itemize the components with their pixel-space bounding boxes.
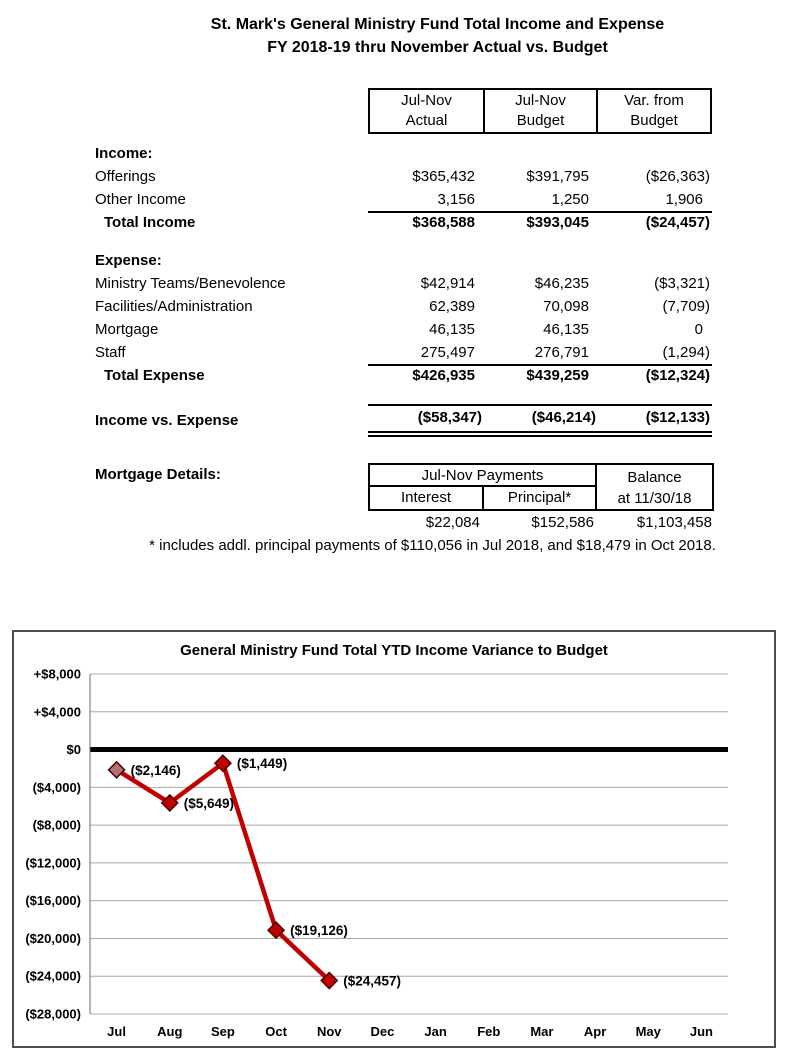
y-axis-tick-label: ($28,000) (25, 1006, 81, 1022)
x-axis-tick-label: Nov (316, 1024, 342, 1039)
value-cell: $391,795 (526, 168, 589, 185)
value-cell: 46,135 (543, 321, 589, 338)
row-values (368, 142, 712, 165)
mortgage-values-row (368, 511, 715, 534)
column-header-variance: Var. from Budget (596, 90, 710, 132)
x-axis-tick-label: Aug (157, 1024, 183, 1039)
x-axis-tick-label: Sep (210, 1024, 235, 1039)
value-cell: ($46,214) (531, 409, 596, 426)
value-cell: (7,709) (662, 298, 710, 315)
x-axis-tick-label: Jan (424, 1024, 447, 1039)
x-axis-tick-label: Oct (265, 1024, 287, 1039)
principal-footnote: * includes addl. principal payments of $110,056 in Jul 2018, and $18,479 in Oct 2018. (149, 537, 716, 554)
value-cell: $426,935 (412, 367, 475, 384)
row-label: Total Income (104, 214, 196, 231)
table-row (95, 188, 715, 211)
mortgage-payments-header: Jul-Nov Payments (370, 465, 595, 487)
y-axis-tick-label: ($16,000) (25, 893, 81, 909)
value-cell: (1,294) (662, 344, 710, 361)
value-cell: ($12,324) (645, 367, 710, 384)
table-row (95, 295, 715, 318)
value-cell: 46,135 (429, 321, 475, 338)
row-values (368, 272, 712, 295)
chart-plot-area (14, 632, 774, 1046)
row-label: Income vs. Expense (95, 412, 239, 429)
row-values (368, 249, 712, 272)
mortgage-table (368, 463, 715, 534)
mortgage-details-section (95, 463, 715, 534)
table-header (368, 88, 712, 134)
row-label: Mortgage (95, 321, 159, 338)
row-values (368, 341, 712, 366)
y-axis-tick-label: ($4,000) (32, 779, 81, 795)
row-label: Facilities/Administration (95, 298, 253, 315)
report-title (75, 13, 800, 59)
value-cell: 0 (694, 321, 703, 338)
x-axis-tick-label: Feb (477, 1024, 501, 1039)
row-values (368, 165, 712, 188)
row-values (368, 211, 712, 234)
mortgage-interest-header: Interest (400, 489, 452, 506)
table-row (95, 272, 715, 295)
y-axis-tick-label: +$8,000 (33, 666, 81, 682)
row-label: Staff (95, 344, 126, 361)
row-label: Income: (95, 145, 153, 162)
mortgage-balance-header: Balance at 11/30/18 (595, 465, 712, 509)
y-axis-tick-label: ($24,000) (25, 968, 81, 984)
table-row (95, 341, 715, 364)
value-cell: $368,588 (412, 214, 475, 231)
y-axis-tick-label: +$4,000 (33, 704, 81, 720)
y-axis-tick-label: ($20,000) (25, 930, 81, 946)
value-cell: ($58,347) (417, 409, 482, 426)
table-body (95, 142, 715, 437)
value-cell (482, 249, 596, 272)
value-cell (368, 142, 482, 165)
row-label: Total Expense (104, 367, 205, 384)
x-axis-tick-label: May (635, 1024, 661, 1039)
table-row (95, 211, 715, 234)
mortgage-principal-header: Principal* (482, 487, 595, 509)
row-values (368, 188, 712, 213)
x-axis-tick-label: Jun (689, 1024, 713, 1039)
row-values (368, 295, 712, 318)
value-cell: 62,389 (429, 298, 475, 315)
value-cell: $393,045 (526, 214, 589, 231)
table-row (95, 364, 715, 387)
value-cell: $439,259 (526, 367, 589, 384)
x-axis-tick-label: Jul (107, 1024, 126, 1039)
x-axis-tick-label: Mar (530, 1024, 554, 1039)
row-label: Offerings (95, 168, 156, 185)
data-point-label: ($19,126) (290, 923, 348, 939)
value-cell: $42,914 (420, 275, 475, 292)
value-cell (368, 249, 482, 272)
data-point-label: ($5,649) (183, 795, 235, 811)
y-axis-tick-label: ($8,000) (32, 817, 81, 833)
value-cell: 1,906 (665, 191, 703, 208)
value-cell: 3,156 (437, 191, 475, 208)
value-cell: 70,098 (543, 298, 589, 315)
value-cell: $365,432 (412, 168, 475, 185)
x-axis-tick-label: Dec (370, 1024, 395, 1039)
value-cell: ($12,133) (645, 409, 710, 426)
y-axis-tick-label: ($12,000) (25, 855, 81, 871)
value-cell (596, 142, 710, 165)
y-axis-tick-label: $0 (66, 742, 81, 758)
data-point-label: ($24,457) (343, 973, 402, 989)
x-axis-tick-label: Apr (583, 1024, 607, 1039)
value-cell: 1,250 (551, 191, 589, 208)
table-row (95, 142, 715, 165)
row-values (368, 404, 712, 437)
income-expense-table (95, 88, 715, 534)
value-cell: ($3,321) (654, 275, 710, 292)
value-cell: ($24,457) (645, 214, 710, 231)
mortgage-principal-value: $152,586 (531, 514, 594, 531)
table-row (95, 165, 715, 188)
value-cell: ($26,363) (645, 168, 710, 185)
value-cell: 276,791 (534, 344, 589, 361)
mortgage-table-header (368, 463, 714, 511)
data-point-label: ($1,449) (236, 756, 288, 772)
row-label: Other Income (95, 191, 186, 208)
mortgage-interest-value: $22,084 (425, 514, 480, 531)
value-cell: 275,497 (420, 344, 475, 361)
column-header-actual: Jul-Nov Actual (401, 92, 452, 129)
data-point-label: ($2,146) (130, 762, 181, 778)
mortgage-details-label: Mortgage Details: (95, 466, 221, 483)
chart-title: General Ministry Fund Total YTD Income Variance to Budget (180, 642, 608, 659)
row-label: Expense: (95, 252, 162, 269)
table-row (95, 249, 715, 272)
row-values (368, 364, 712, 387)
value-cell: $46,235 (534, 275, 589, 292)
table-row (95, 318, 715, 341)
row-label: Ministry Teams/Benevolence (95, 275, 286, 292)
report-title-line2: FY 2018-19 thru November Actual vs. Budget (267, 39, 608, 56)
table-row (95, 404, 715, 437)
value-cell (596, 249, 710, 272)
column-header-budget: Jul-Nov Budget (483, 90, 596, 132)
report-title-line1: St. Mark's General Ministry Fund Total Income and Expense (210, 16, 665, 33)
mortgage-balance-value: $1,103,458 (636, 514, 712, 531)
value-cell (482, 142, 596, 165)
row-values (368, 318, 712, 341)
variance-chart (12, 630, 776, 1048)
